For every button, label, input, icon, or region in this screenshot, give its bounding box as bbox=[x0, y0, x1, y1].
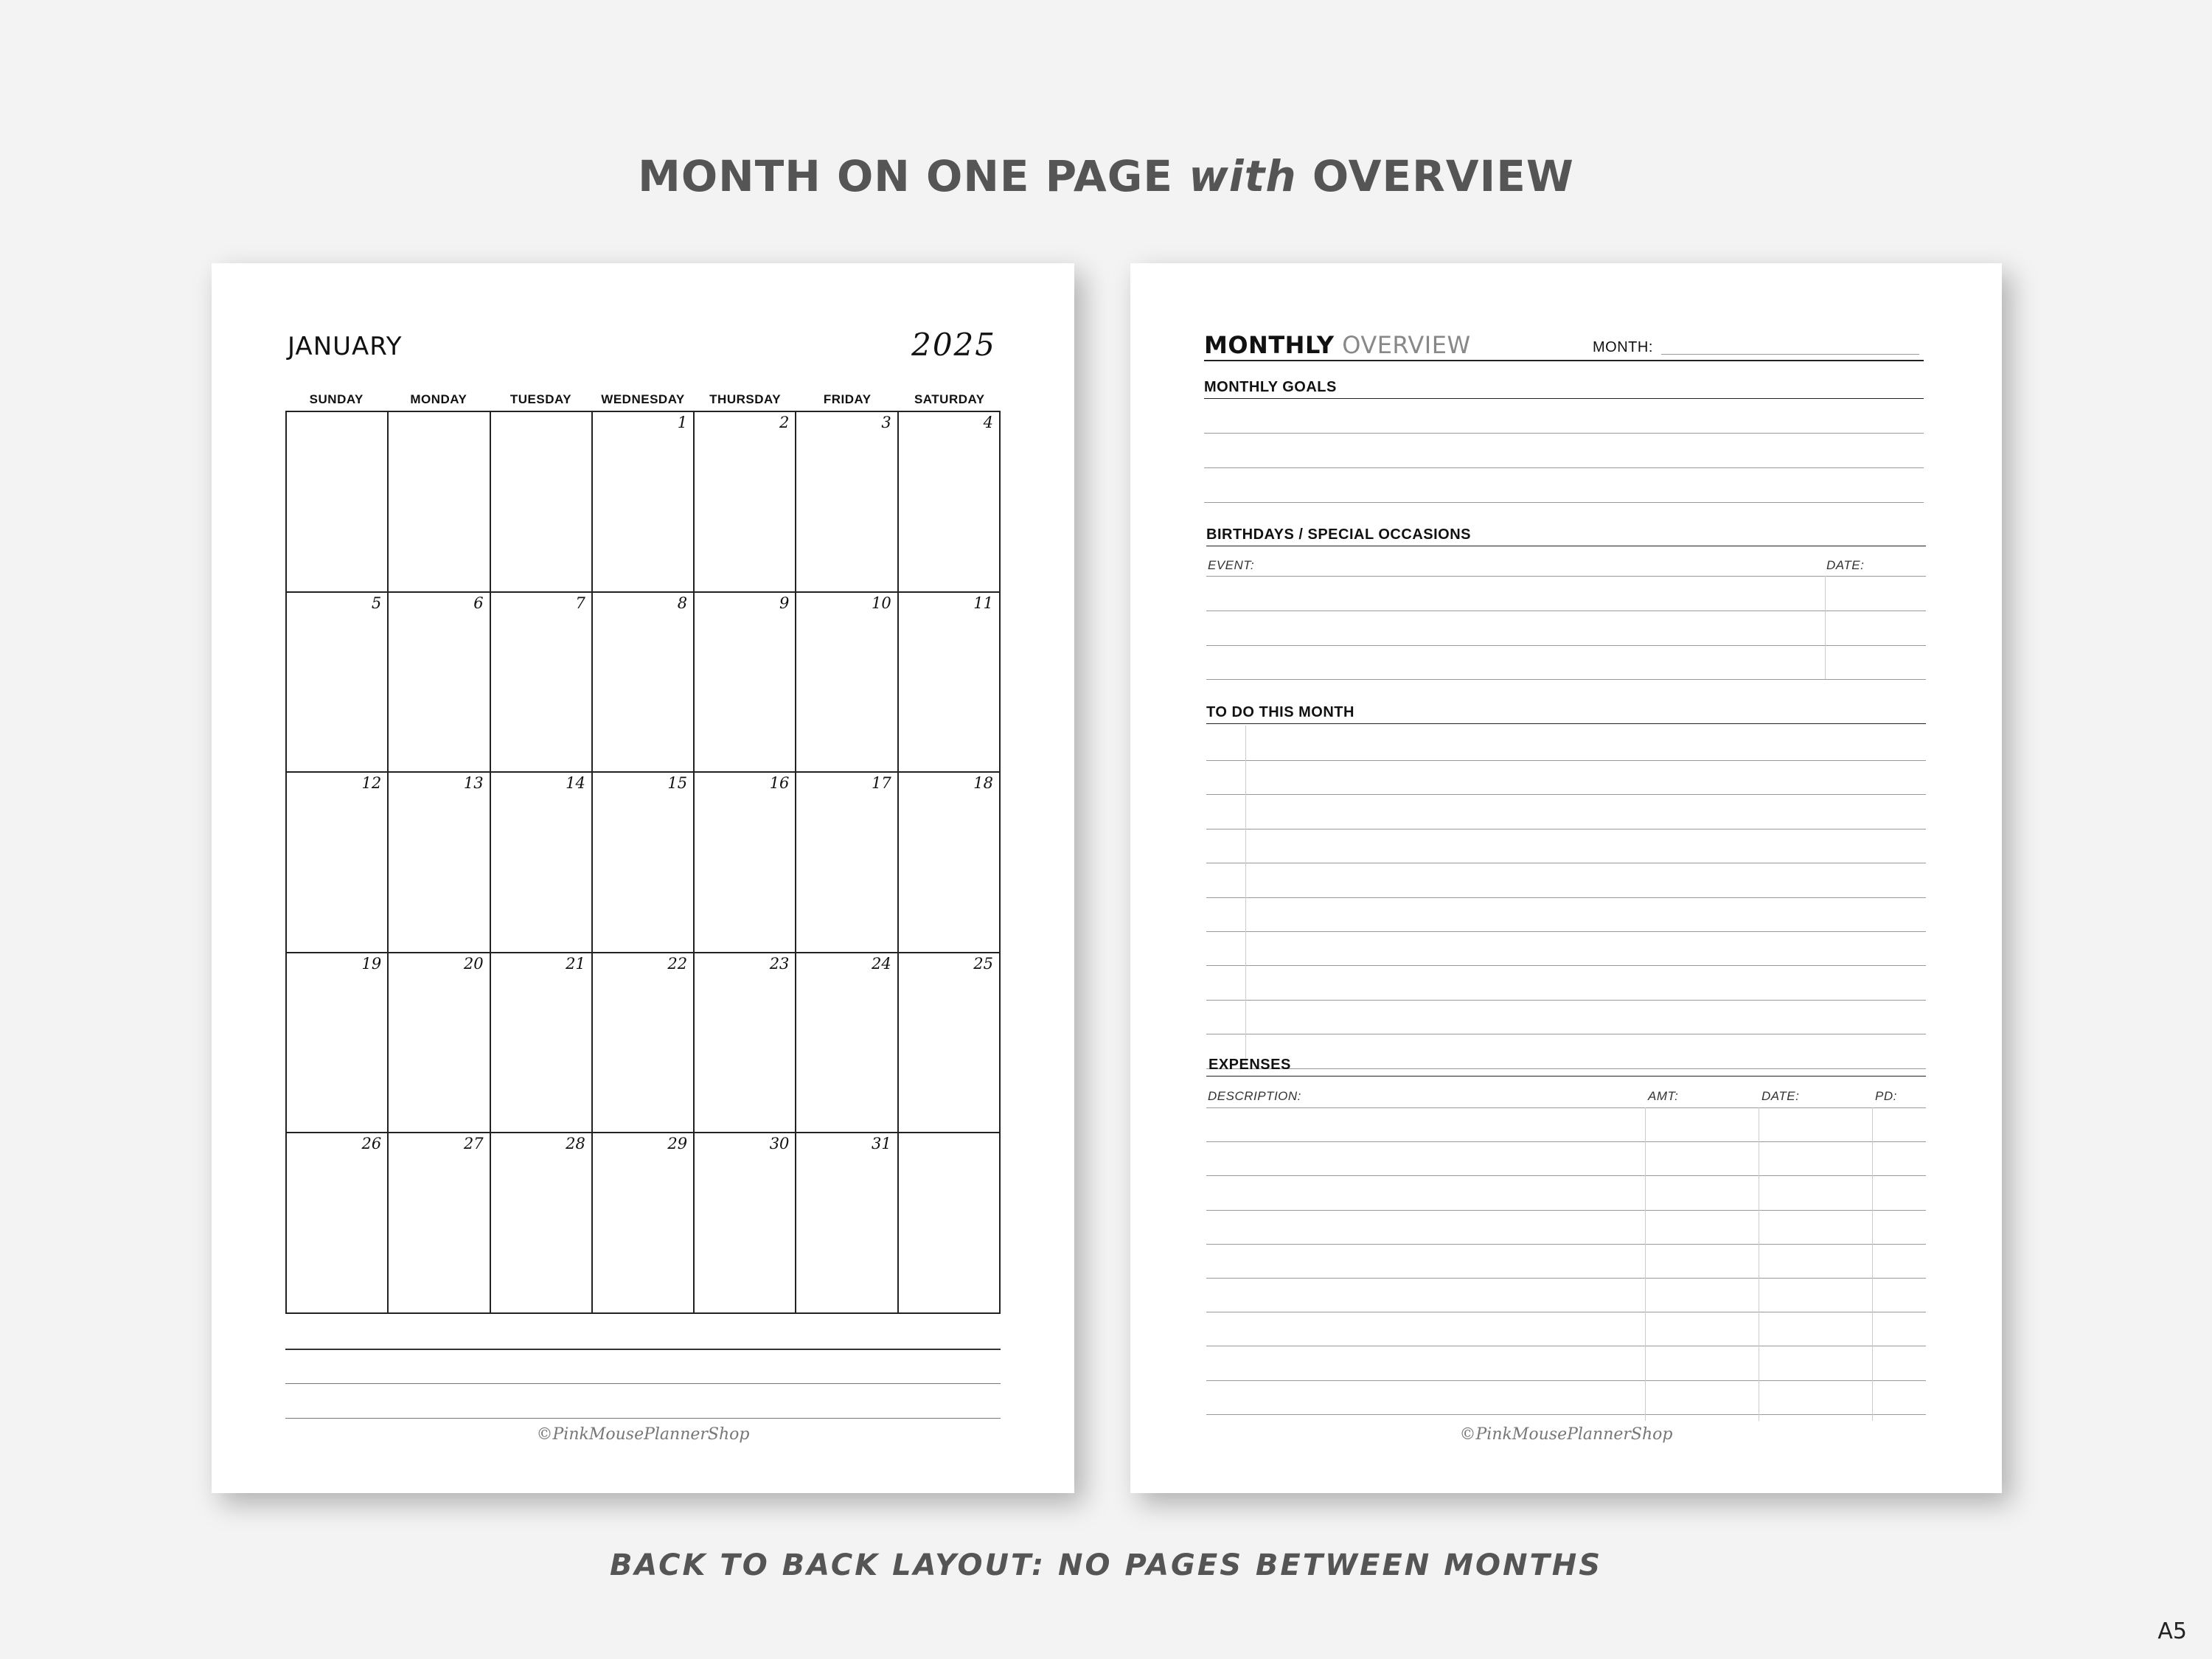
day-cell bbox=[287, 1133, 389, 1314]
day-cell bbox=[593, 773, 695, 953]
expense-line bbox=[1206, 1414, 1926, 1415]
expense-line bbox=[1206, 1141, 1926, 1142]
day-number: 22 bbox=[667, 954, 688, 973]
day-number: 4 bbox=[983, 414, 993, 431]
day-cell bbox=[287, 593, 389, 773]
todo-line bbox=[1206, 1000, 1926, 1001]
expense-line bbox=[1206, 1278, 1926, 1279]
day-number: 2 bbox=[779, 414, 790, 431]
todo-line bbox=[1206, 1068, 1926, 1069]
overview-title bbox=[1204, 331, 1471, 359]
day-cell bbox=[491, 1133, 593, 1314]
page-heading bbox=[0, 151, 2212, 201]
day-number: 20 bbox=[463, 954, 484, 973]
day-cell bbox=[491, 593, 593, 773]
expenses-rule bbox=[1206, 1076, 1926, 1077]
day-number: 16 bbox=[769, 774, 790, 793]
day-number: 24 bbox=[871, 954, 891, 973]
birthday-line bbox=[1206, 576, 1926, 577]
year-label: 2025 bbox=[911, 327, 996, 363]
day-cell bbox=[593, 412, 695, 593]
day-cell bbox=[389, 773, 490, 953]
todo-checkbox-divider bbox=[1245, 726, 1246, 1065]
day-number: 1 bbox=[677, 414, 688, 431]
day-cell bbox=[899, 412, 1001, 593]
expense-date-column-label: DATE: bbox=[1761, 1089, 1800, 1103]
day-cell bbox=[491, 953, 593, 1134]
paid-divider bbox=[1872, 1107, 1873, 1421]
overview-title-light: OVERVIEW bbox=[1334, 331, 1471, 359]
weekday-wednesday: WEDNESDAY bbox=[601, 392, 685, 406]
calendar-page bbox=[212, 263, 1074, 1493]
goals-line bbox=[1204, 433, 1924, 434]
day-number: 10 bbox=[871, 594, 891, 612]
day-number: 27 bbox=[463, 1135, 484, 1153]
todo-line bbox=[1206, 829, 1926, 830]
day-number: 28 bbox=[566, 1135, 585, 1153]
day-number: 6 bbox=[473, 594, 484, 612]
event-column-label: EVENT: bbox=[1208, 558, 1255, 572]
monthly-goals-label: MONTHLY GOALS bbox=[1204, 379, 1337, 395]
day-cell bbox=[695, 953, 796, 1134]
day-number: 12 bbox=[361, 774, 382, 793]
day-number: 7 bbox=[575, 594, 585, 612]
todo-line bbox=[1206, 794, 1926, 795]
expense-line bbox=[1206, 1380, 1926, 1381]
weekday-saturday: SATURDAY bbox=[914, 392, 985, 406]
day-cell bbox=[695, 593, 796, 773]
weekday-sunday: SUNDAY bbox=[309, 392, 364, 406]
day-cell bbox=[491, 773, 593, 953]
weekday-header bbox=[285, 392, 1001, 407]
day-cell bbox=[796, 593, 898, 773]
day-number: 18 bbox=[973, 774, 993, 793]
day-cell bbox=[899, 953, 1001, 1134]
goals-rule bbox=[1204, 398, 1924, 399]
birthday-date-divider bbox=[1825, 576, 1826, 679]
todo-line bbox=[1206, 931, 1926, 932]
shop-signature: ©PinkMousePlannerShop bbox=[1459, 1425, 1673, 1444]
heading-part-2: with bbox=[1189, 151, 1297, 201]
layout-caption: BACK TO BACK LAYOUT: NO PAGES BETWEEN MONTHS bbox=[609, 1548, 1603, 1582]
day-cell bbox=[796, 1133, 898, 1314]
day-cell bbox=[287, 412, 389, 593]
day-number: 8 bbox=[677, 594, 688, 612]
day-cell bbox=[593, 593, 695, 773]
title-rule bbox=[1204, 360, 1924, 361]
notes-line bbox=[285, 1418, 1001, 1419]
goals-line bbox=[1204, 502, 1924, 503]
day-number: 19 bbox=[361, 954, 382, 973]
day-cell bbox=[796, 773, 898, 953]
expense-line bbox=[1206, 1107, 1926, 1108]
day-cell bbox=[389, 593, 490, 773]
expense-line bbox=[1206, 1175, 1926, 1176]
overview-page bbox=[1130, 263, 2002, 1493]
day-cell bbox=[695, 1133, 796, 1314]
day-number: 21 bbox=[566, 954, 585, 973]
day-cell bbox=[491, 412, 593, 593]
day-cell bbox=[695, 412, 796, 593]
birthdays-label: BIRTHDAYS / SPECIAL OCCASIONS bbox=[1206, 526, 1472, 543]
month-name: JANUARY bbox=[288, 332, 403, 361]
goals-line bbox=[1204, 467, 1924, 468]
day-cell bbox=[389, 1133, 490, 1314]
description-column-label: DESCRIPTION: bbox=[1208, 1089, 1301, 1103]
day-number: 3 bbox=[881, 414, 891, 431]
amount-divider bbox=[1645, 1107, 1646, 1421]
day-number: 15 bbox=[667, 774, 688, 793]
weekday-thursday: THURSDAY bbox=[709, 392, 782, 406]
month-field-label: MONTH: bbox=[1593, 339, 1653, 355]
day-number: 25 bbox=[973, 954, 993, 973]
todo-rule bbox=[1206, 723, 1926, 724]
day-cell bbox=[695, 773, 796, 953]
day-cell bbox=[796, 412, 898, 593]
expenses-label: EXPENSES bbox=[1208, 1057, 1291, 1073]
expense-line bbox=[1206, 1210, 1926, 1211]
day-number: 14 bbox=[566, 774, 585, 793]
day-number: 31 bbox=[871, 1135, 891, 1153]
amount-column-label: AMT: bbox=[1648, 1089, 1679, 1103]
day-number: 30 bbox=[769, 1135, 790, 1153]
day-cell bbox=[593, 1133, 695, 1314]
day-cell bbox=[796, 953, 898, 1134]
notes-line bbox=[285, 1349, 1001, 1350]
todo-line bbox=[1206, 897, 1926, 898]
day-cell bbox=[287, 953, 389, 1134]
day-cell bbox=[899, 1133, 1001, 1314]
birthday-line bbox=[1206, 679, 1926, 680]
month-field-line bbox=[1661, 354, 1919, 355]
overview-title-bold: MONTHLY bbox=[1204, 331, 1335, 359]
day-number: 13 bbox=[463, 774, 484, 793]
weekday-tuesday: TUESDAY bbox=[509, 392, 572, 406]
day-cell bbox=[389, 953, 490, 1134]
shop-signature: ©PinkMousePlannerShop bbox=[536, 1425, 750, 1444]
weekday-monday: MONDAY bbox=[410, 392, 467, 406]
paid-column-label: PD: bbox=[1875, 1089, 1897, 1103]
expense-line bbox=[1206, 1244, 1926, 1245]
todo-line bbox=[1206, 760, 1926, 761]
day-number: 5 bbox=[371, 594, 382, 612]
heading-part-1: MONTH ON ONE PAGE bbox=[638, 151, 1189, 201]
notes-line bbox=[285, 1383, 1001, 1384]
day-number: 9 bbox=[779, 594, 790, 612]
heading-part-3: OVERVIEW bbox=[1296, 151, 1574, 201]
weekday-friday: FRIDAY bbox=[823, 392, 872, 406]
day-number: 26 bbox=[361, 1135, 382, 1153]
todo-label: TO DO THIS MONTH bbox=[1206, 704, 1354, 720]
birthday-line bbox=[1206, 645, 1926, 646]
day-number: 17 bbox=[871, 774, 891, 793]
date-column-label: DATE: bbox=[1826, 558, 1865, 572]
size-label: A5 bbox=[2157, 1618, 2187, 1644]
day-cell bbox=[899, 773, 1001, 953]
calendar-grid bbox=[285, 411, 1001, 1314]
day-cell bbox=[593, 953, 695, 1134]
day-cell bbox=[389, 412, 490, 593]
day-cell bbox=[287, 773, 389, 953]
day-number: 23 bbox=[769, 954, 790, 973]
todo-line bbox=[1206, 965, 1926, 966]
day-number: 29 bbox=[667, 1135, 688, 1153]
day-number: 11 bbox=[973, 594, 993, 612]
day-cell bbox=[899, 593, 1001, 773]
